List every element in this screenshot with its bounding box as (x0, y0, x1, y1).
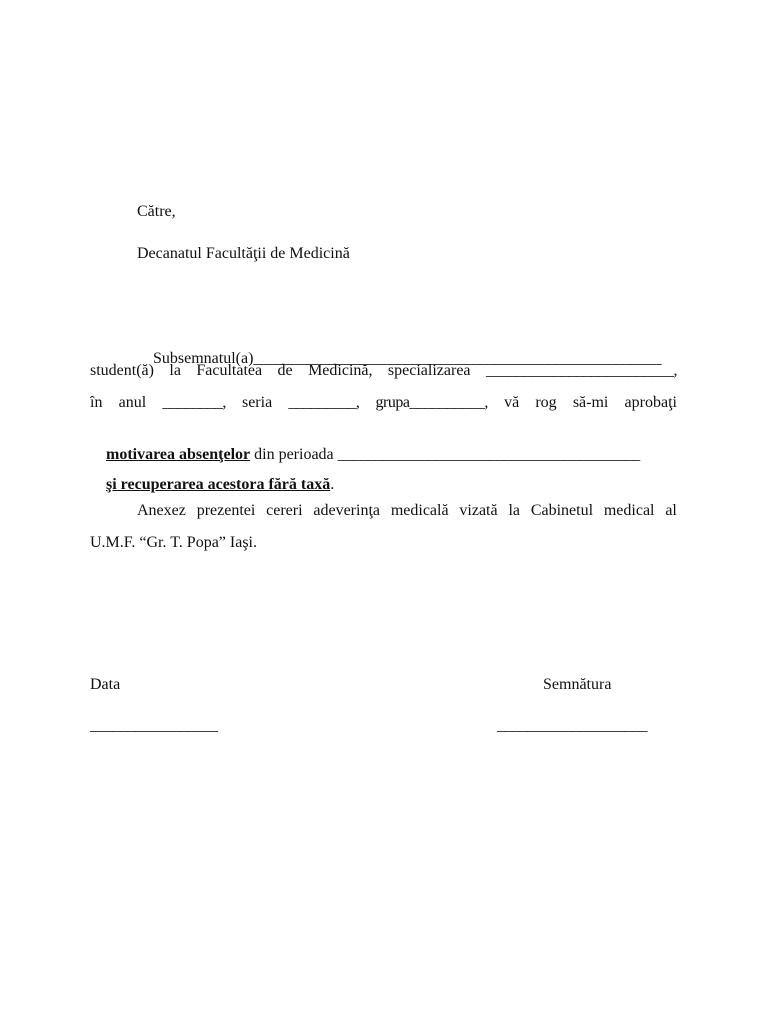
annex-line-2: U.M.F. “Gr. T. Popa” Iaşi. (90, 534, 257, 551)
word: student(ă) (90, 362, 154, 379)
signature-line: ____________________ (497, 717, 647, 734)
specialization-blank: _________________________, (485, 362, 677, 379)
series-blank: _________, (288, 394, 360, 411)
word: vă (504, 394, 520, 411)
addressee-label: Către, (137, 203, 176, 220)
word: rog (535, 394, 557, 411)
period-blank: ________________________________________ (337, 446, 640, 463)
word: aprobaţi (624, 394, 677, 411)
word: Medicină, (308, 362, 373, 379)
word: de (277, 362, 293, 379)
date-label: Data (90, 676, 121, 693)
period-text: din perioada (254, 446, 334, 463)
body-line-3 (90, 393, 677, 413)
annex-word: prezentei (196, 502, 256, 519)
year-blank: ________, (162, 394, 226, 411)
signature-label: Semnătura (543, 676, 612, 693)
annex-word: la (508, 502, 520, 519)
annex-word: adeverinţa (313, 502, 380, 519)
word: să-mi (572, 394, 609, 411)
annex-word: al (665, 502, 677, 519)
date-line: _________________ (90, 717, 218, 734)
body-line-2 (90, 361, 677, 381)
annex-word: medical (603, 502, 655, 519)
motivation-bold: motivarea absenţelor (106, 446, 251, 463)
period-mark: . (330, 476, 335, 493)
name-blank: ______________________________________________________ (253, 350, 662, 367)
annex-word: medicală (390, 502, 449, 519)
annex-word: vizată (459, 502, 498, 519)
word: anul (118, 394, 147, 411)
word: în (90, 394, 103, 411)
group-blank: grupa__________, (375, 394, 488, 411)
subsemnatul-label: Subsemnatul(a) (153, 350, 254, 367)
annex-word: Anexez (137, 502, 186, 519)
word: la (169, 362, 181, 379)
annex-word: Cabinetul (530, 502, 594, 519)
recovery-bold: şi recuperarea acestora fără taxă (106, 476, 331, 493)
annex-line-1 (137, 501, 677, 521)
word: Facultatea (196, 362, 263, 379)
word: seria (241, 394, 273, 411)
annex-word: cereri (266, 502, 303, 519)
addressee-name: Decanatul Facultăţii de Medicină (137, 245, 350, 262)
word: specializarea (387, 362, 471, 379)
